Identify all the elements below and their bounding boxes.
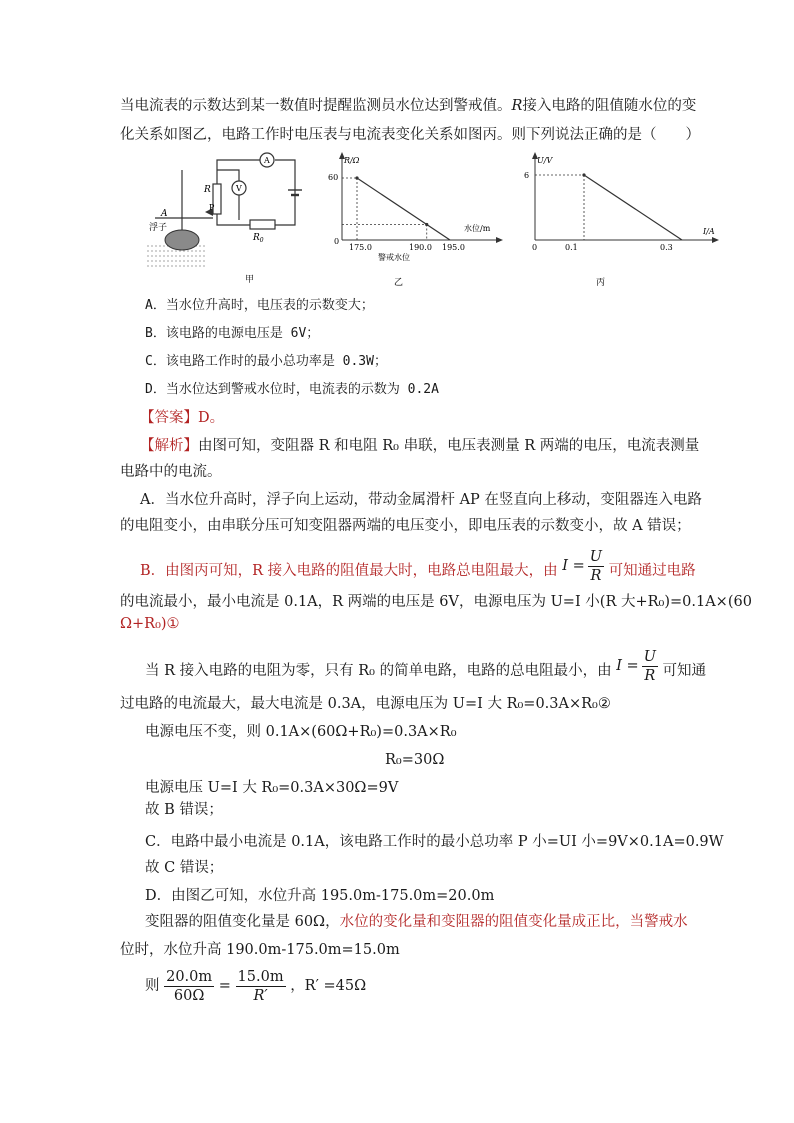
- question-text-b: 接入电路的阻值随水位的变: [522, 98, 697, 114]
- figure-jia-circuit: [145, 150, 315, 290]
- ratio-left-num: 20.0m: [166, 968, 213, 985]
- bing-ylabel: U/V: [537, 156, 553, 165]
- analysis-b-7: R₀=30Ω: [385, 752, 445, 768]
- yi-ytick-60: 60: [328, 173, 339, 182]
- answer-label: 【答案】: [140, 410, 198, 426]
- figure-bing-chart: [520, 150, 720, 290]
- question-line-2: 化关系如图乙，电路工作时电压表与电流表变化关系如图丙。则下列说法正确的是（ ）: [120, 127, 700, 143]
- analysis-d-3: 位时，水位升高 190.0m-175.0m=15.0m: [120, 942, 400, 958]
- label-R0-main: R: [253, 233, 260, 243]
- formula-i-u-over-r-2: I = $\frac{U}{R}$: [616, 649, 656, 684]
- figure-yi-chart: [322, 150, 507, 290]
- analysis-b-8: 电源电压 U=I 大 R₀=0.3A×30Ω=9V: [145, 780, 399, 796]
- formula-den-2: R: [644, 668, 656, 684]
- analysis-b-4-pre: 当 R 接入电路的电阻为零，只有 R₀ 的简单电路，电路的总电阻最小，由: [145, 663, 612, 679]
- ratio-left-den: 60Ω: [173, 987, 205, 1004]
- analysis-intro-1: [140, 436, 699, 456]
- answer-line: [140, 408, 224, 428]
- meter-V-letter: V: [236, 184, 242, 193]
- analysis-c-1: C．电路中最小电流是 0.1A，该电路工作时的最小总功率 P 小=UI 小=9V×0.1A=0.9W: [145, 834, 724, 850]
- analysis-b-6: 电源电压不变，则 0.1A×(60Ω+R₀)=0.3A×R₀: [145, 724, 457, 740]
- analysis-a-2: 的电阻变小，由串联分压可知变阻器两端的电压变小，即电压表的示数变小，故 A 错误；: [120, 518, 691, 534]
- analysis-intro-2: 电路中的电流。: [120, 464, 222, 480]
- bing-point-start: [582, 173, 585, 176]
- analysis-b-1-pre: B．由图丙可知，R 接入电路的阻值最大时，电路总电阻最大，由: [140, 563, 558, 579]
- answer-value: D。: [198, 410, 225, 426]
- meter-A-letter: A: [264, 156, 270, 165]
- label-R: R: [204, 185, 211, 195]
- label-float: 浮子: [149, 223, 168, 233]
- question-text: 当电流表的示数达到某一数值时提醒监测员水位达到警戒值。: [120, 98, 512, 114]
- yi-ylabel: R/Ω: [344, 156, 360, 165]
- yi-xtick-175: 175.0: [349, 243, 372, 252]
- analysis-b-1: [140, 548, 696, 594]
- label-P: P: [209, 203, 215, 212]
- resistor-r0: [250, 220, 275, 229]
- option-a: A．当水位升高时，电压表的示数变大；: [145, 298, 374, 313]
- analysis-intro-1-text: 由图可知，变阻器 R 和电阻 R₀ 串联，电压表测量 R 两端的电压，电流表测量: [198, 438, 700, 454]
- yi-xtick-190: 190.0: [409, 243, 432, 252]
- option-b: B．该电路的电源电压是 6V；: [145, 326, 320, 341]
- analysis-b-9: 故 B 错误；: [145, 802, 223, 818]
- yi-xtick-195: 195.0: [442, 243, 465, 252]
- analysis-b-3: Ω+R₀)①: [120, 616, 180, 632]
- ratio-right: [236, 968, 286, 1005]
- label-A: A: [161, 209, 168, 219]
- yi-point-start: [355, 176, 358, 179]
- yi-xlabel: 水位/m: [464, 224, 491, 233]
- bing-origin: 0: [532, 243, 538, 252]
- label-R0: [252, 233, 264, 244]
- ratio-left: [164, 968, 214, 1005]
- bing-xtick-01: 0.1: [565, 243, 578, 252]
- bing-ytick-6: 6: [524, 171, 530, 180]
- analysis-b-4-post: 可知通: [662, 663, 707, 679]
- analysis-c-2: 故 C 错误；: [145, 860, 224, 876]
- formula-num: U: [589, 549, 603, 565]
- ratio-right-den: R′: [253, 987, 268, 1004]
- caption-bing: 丙: [596, 278, 606, 288]
- caption-yi: 乙: [394, 278, 404, 288]
- option-d: D．当水位达到警戒水位时，电流表的示数为 0.2A: [145, 382, 439, 397]
- yi-point-warning: [425, 223, 428, 226]
- analysis-d-2-red: 水位的变化量和变阻器的阻值变化量成正比，当警戒水: [339, 914, 688, 930]
- formula-den: R: [590, 568, 602, 584]
- formula-i-u-over-r: I = $\frac{U}{R}$: [562, 549, 603, 584]
- analysis-b-1-post: 可知通过电路: [608, 563, 696, 579]
- float-ellipse: [165, 230, 199, 250]
- ratio-equals: =: [218, 978, 231, 994]
- analysis-d-2: [145, 912, 688, 932]
- yi-origin: 0: [334, 237, 340, 246]
- ratio-right-num: 15.0m: [237, 968, 284, 985]
- label-R0-sub: 0: [259, 237, 264, 244]
- option-c: C．该电路工作时的最小总功率是 0.3W；: [145, 354, 387, 369]
- bing-xlabel: I/A: [703, 227, 715, 236]
- analysis-d-2-pre: 变阻器的阻值变化量是 60Ω，: [145, 914, 340, 930]
- yi-warning-label: 警戒水位: [378, 253, 410, 262]
- analysis-label: 【解析】: [140, 438, 198, 454]
- analysis-b-5: 过电路的电流最大，最大电流是 0.3A，电源电压为 U=I 大 R₀=0.3A×R₀②: [120, 696, 611, 712]
- analysis-a-1: A．当水位升高时，浮子向上运动，带动金属滑杆 AP 在竖直向上移动，变阻器连入电路: [140, 492, 702, 508]
- analysis-d-1: D．由图乙可知，水位升高 195.0m-175.0m=20.0m: [145, 888, 495, 904]
- analysis-b-2: 的电流最小，最小电流是 0.1A，R 两端的电压是 6V，电源电压为 U=I 小(R 大+R₀)=0.1A×(60: [120, 594, 752, 610]
- question-r-symbol: R: [511, 98, 523, 114]
- bing-xtick-03: 0.3: [660, 243, 673, 252]
- formula-num-2: U: [643, 649, 656, 665]
- caption-jia: 甲: [245, 275, 255, 285]
- analysis-d-4-post: ，R′ =45Ω: [290, 978, 367, 994]
- yi-series-line: [357, 178, 450, 240]
- question-line-1: [120, 96, 696, 116]
- analysis-d-4: [145, 966, 366, 1006]
- analysis-b-4: [145, 648, 706, 694]
- analysis-d-4-pre: 则: [145, 978, 160, 994]
- bing-series-line: [584, 175, 682, 240]
